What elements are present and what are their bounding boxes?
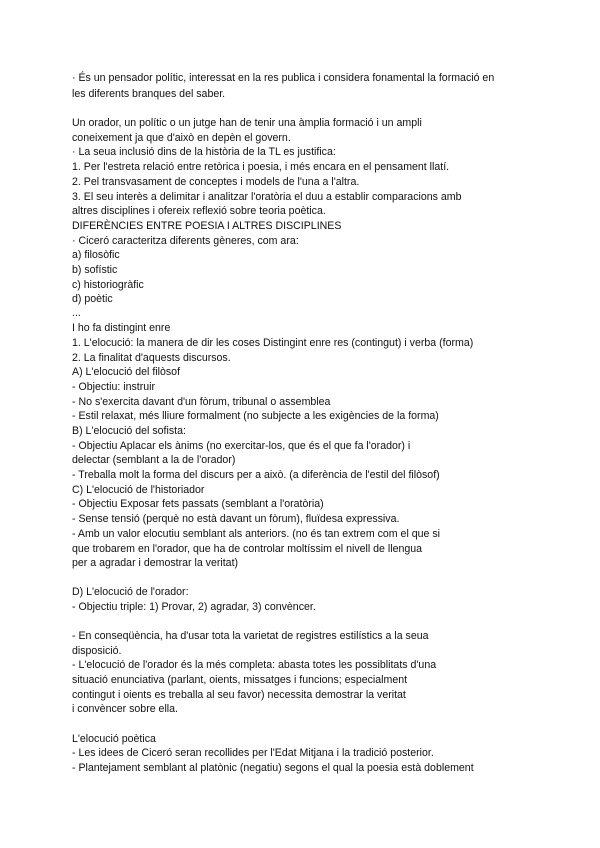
text-line: 2. La finalitat d'aquests discursos. [72,352,231,364]
text-line: coneixement ja que d'això en depèn el govern. [72,132,291,144]
list-item: d) poètic [72,293,113,305]
text-line: 2. Pel transvasament de conceptes i models de l'una a l'altra. [72,176,360,188]
list-item: c) historiogràfic [72,279,144,291]
text-line: per a agradar i demostrar la veritat) [72,557,239,569]
text-line: D) L'elocució de l'orador: [72,586,189,598]
text-line: 1. Per l'estreta relació entre retòrica i poesia, i més encara en el pensament llatí. [72,161,450,173]
text-line: Un orador, un polític o un jutge han de tenir una àmplia formació i un ampli [72,117,422,129]
text-line: i convèncer sobre ella. [72,703,178,715]
text-line: B) L'elocució del sofista: [72,425,186,437]
list-item: b) sofístic [72,264,118,276]
text-line: les diferents branques del saber. [72,88,226,100]
text-line: disposició. [72,645,122,657]
text-line: altres disciplines i ofereix reflexió sobre teoria poètica. [72,205,326,217]
text-line: - En conseqüència, ha d'usar tota la varietat de registres estilístics a la seua [72,630,429,642]
text-line: - Sense tensió (perquè no està davant un fòrum), fluïdesa expressiva. [72,513,400,525]
text-line: contingut i oients es treballa al seu favor) necessita demostrar la veritat [72,689,406,701]
text-line: 3. El seu interès a delimitar i analitzar l'oratòria el duu a establir comparacions amb [72,191,462,203]
text-line: C) L'elocució de l'historiador [72,484,205,496]
text-line: - No s'exercita davant d'un fòrum, tribunal o assemblea [72,396,331,408]
text-line: ... [72,307,81,319]
text-line: · Ciceró caracteritza diferents gèneres, com ara: [72,235,299,247]
text-line: situació enunciativa (parlant, oients, missatges i funcions; especialment [72,674,408,686]
text-line: · És un pensador polític, interessat en la res publica i considera fonamental la formació en [72,72,495,84]
text-line: - L'elocució de l'orador és la més completa: abasta totes les possiblitats d'una [72,659,437,671]
text-line: 1. L'elocució: la manera de dir les coses Distingint enre res (contingut) i verba (forma) [72,337,474,349]
section-heading: DIFERÈNCIES ENTRE POESIA I ALTRES DISCIPLINES [72,220,342,232]
text-line: - Objectiu triple: 1) Provar, 2) agradar, 3) convèncer. [72,601,316,613]
text-line: A) L'elocució del filòsof [72,366,181,378]
list-item: a) filosòfic [72,249,120,261]
text-line: I ho fa distingint enre [72,322,171,334]
text-line: - Objectiu: instruir [72,381,156,393]
text-line: - Objectiu Aplacar els ànims (no exercitar-los, que és el que fa l'orador) i [72,440,411,452]
text-line: - Estil relaxat, més lliure formalment (no subjecte a les exigències de la forma) [72,410,439,422]
text-line: - Les idees de Ciceró seran recollides per l'Edat Mitjana i la tradició posterior. [72,747,434,759]
text-line: delectar (semblant a la de l'orador) [72,454,236,466]
text-line: - Objectiu Exposar fets passats (semblant a l'oratòria) [72,498,324,510]
text-line: que trobarem en l'orador, que ha de controlar moltíssim el nivell de llengua [72,543,423,555]
text-line: - Treballa molt la forma del discurs per a això. (a diferència de l'estil del filòsof) [72,469,440,481]
text-line: L'elocució poètica [72,733,156,745]
text-line: - Plantejament semblant al platònic (negatiu) segons el qual la poesia està doblement [72,762,474,774]
text-line: · La seua inclusió dins de la història de la TL es justifica: [72,146,336,158]
text-line: - Amb un valor elocutiu semblant als anteriors. (no és tan extrem com el que si [72,528,441,540]
